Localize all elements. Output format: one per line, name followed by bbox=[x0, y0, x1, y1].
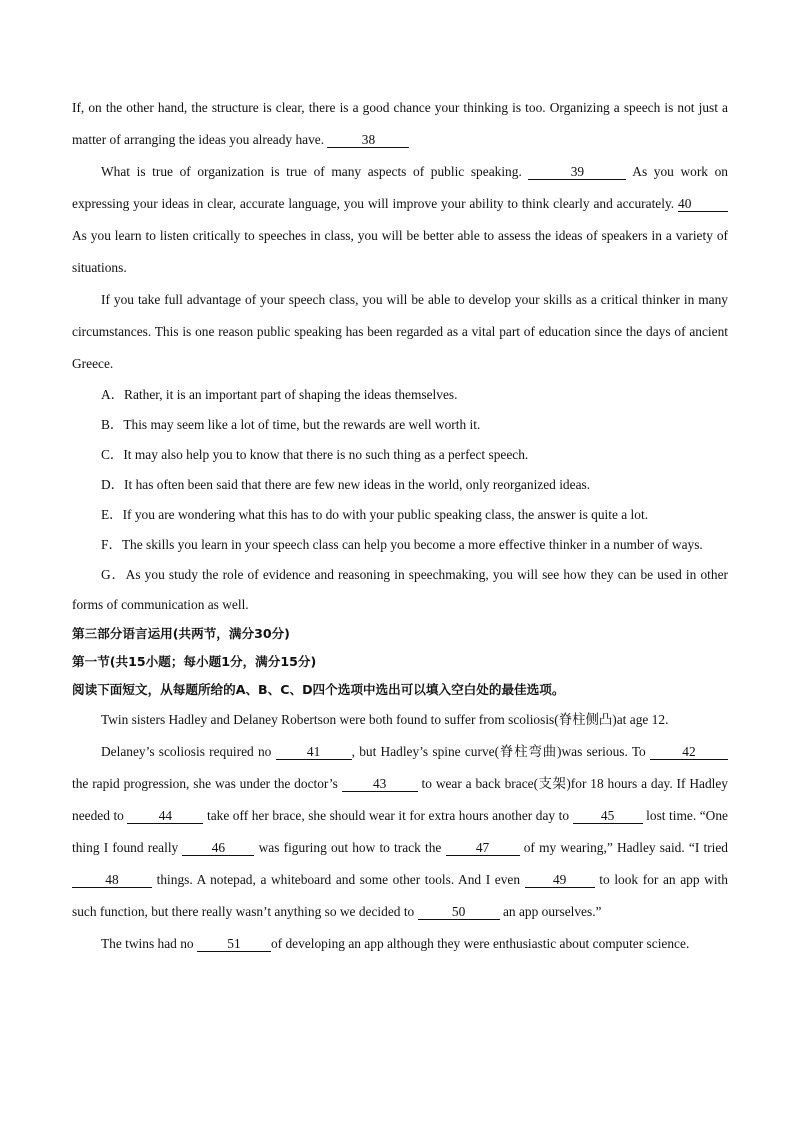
blank-46[interactable]: 46 bbox=[182, 840, 254, 856]
option-c[interactable]: C．It may also help you to know that there is no such thing as a perfect speech. bbox=[101, 447, 529, 462]
paragraph bbox=[72, 736, 728, 928]
paragraph-text: things. A notepad, a whiteboard and some other tools. And I even bbox=[156, 872, 521, 887]
blank-51[interactable]: 51 bbox=[197, 936, 271, 952]
blank-49[interactable]: 49 bbox=[525, 872, 595, 888]
paragraph bbox=[72, 92, 728, 156]
paragraph-text: What is true of organization is true of many aspects of public speaking. bbox=[101, 164, 522, 179]
blank-39[interactable]: 39 bbox=[528, 164, 626, 180]
option-a[interactable]: A．Rather, it is an important part of shaping the ideas themselves. bbox=[101, 387, 458, 402]
blank-50[interactable]: 50 bbox=[418, 904, 500, 920]
paragraph bbox=[72, 156, 728, 284]
blank-38[interactable]: 38 bbox=[327, 132, 409, 148]
option-f[interactable]: F．The skills you learn in your speech class can help you become a more effective thinker in a number of ways. bbox=[101, 537, 703, 552]
paragraph: Twin sisters Hadley and Delaney Robertson were both found to suffer from scoliosis(脊柱侧凸)at age 12. bbox=[101, 712, 669, 727]
option-b[interactable]: B．This may seem like a lot of time, but the rewards are well worth it. bbox=[101, 417, 481, 432]
paragraph-text: an app ourselves.” bbox=[502, 904, 602, 919]
paragraph-text: take off her brace, she should wear it for extra hours another day to bbox=[206, 808, 570, 823]
exam-page bbox=[72, 92, 728, 960]
blank-40[interactable]: 40 bbox=[678, 196, 728, 212]
paragraph bbox=[72, 928, 728, 960]
blank-41[interactable]: 41 bbox=[276, 744, 352, 760]
paragraph-text: to wear a back brace(支架)for 18 hours a day. If Hadley needed to bbox=[72, 776, 728, 823]
paragraph-text: , but Hadley’s spine curve(脊柱弯曲)was serious. To bbox=[351, 744, 646, 759]
paragraph: If you take full advantage of your speech class, you will be able to develop your skills as a critical thinker in many circumstances. This is one reason public speaking has been regarded as a vital part of education since the days of ancient Greece. bbox=[72, 292, 728, 371]
paragraph-text: The twins had no bbox=[101, 936, 194, 951]
paragraph-text: to look for an app with such function, but there really wasn’t anything so we decided to bbox=[72, 872, 728, 919]
blank-44[interactable]: 44 bbox=[127, 808, 203, 824]
blank-42[interactable]: 42 bbox=[650, 744, 728, 760]
paragraph-text: of my wearing,” Hadley said. “I tried bbox=[523, 840, 728, 855]
blank-45[interactable]: 45 bbox=[573, 808, 643, 824]
paragraph-text: of developing an app although they were enthusiastic about computer science. bbox=[270, 936, 690, 951]
paragraph-text: As you learn to listen critically to speeches in class, you will be better able to assess the ideas of speakers in a variety of situations. bbox=[72, 228, 728, 275]
blank-47[interactable]: 47 bbox=[446, 840, 520, 856]
paragraph-text: As you work on expressing your ideas in clear, accurate language, you will improve your ability to think clearly and accurately. bbox=[72, 164, 729, 211]
option-d[interactable]: D．It has often been said that there are few new ideas in the world, only reorganized ideas. bbox=[101, 477, 591, 492]
blank-48[interactable]: 48 bbox=[72, 872, 152, 888]
option-e[interactable]: E．If you are wondering what this has to do with your public speaking class, the answer is quite a lot. bbox=[101, 507, 649, 522]
option-g[interactable]: G．As you study the role of evidence and reasoning in speechmaking, you will see how they can be used in other forms of communication as well. bbox=[72, 567, 728, 612]
blank-43[interactable]: 43 bbox=[342, 776, 418, 792]
section-instruction: 阅读下面短文，从每题所给的A、B、C、D四个选项中选出可以填入空白处的最佳选项。 bbox=[72, 682, 565, 697]
part-title: 第三部分语言运用(共两节，满分30分) bbox=[72, 626, 290, 641]
paragraph-text: was figuring out how to track the bbox=[258, 840, 442, 855]
paragraph-text: the rapid progression, she was under the doctor’s bbox=[72, 776, 338, 791]
paragraph-text: lost time. “One thing I found really bbox=[72, 808, 728, 855]
paragraph-text: If, on the other hand, the structure is clear, there is a good chance your thinking is too. Organizing a speech is not just a matter of arranging the ideas you already have. bbox=[72, 100, 728, 147]
paragraph-text: Delaney’s scoliosis required no bbox=[101, 744, 272, 759]
section-subtitle: 第一节(共15小题；每小题1分，满分15分) bbox=[72, 654, 317, 669]
